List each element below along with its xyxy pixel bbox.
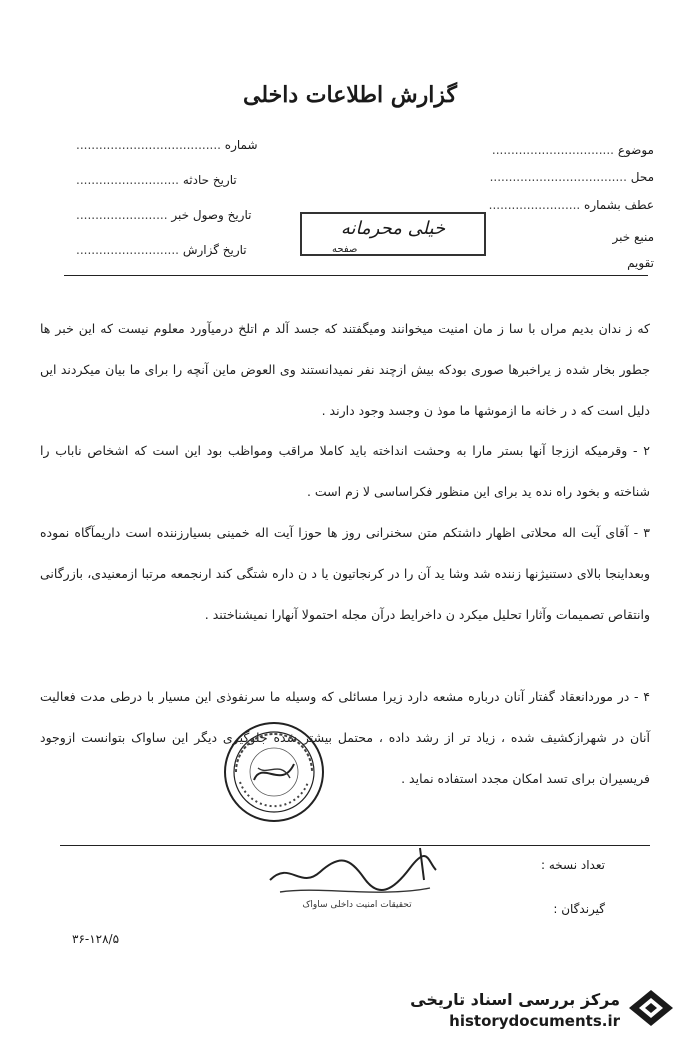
watermark-title: مرکز بررسی اسناد تاریخی — [410, 990, 620, 1009]
field-location-label: محل — [630, 170, 654, 184]
field-source — [612, 230, 654, 244]
field-incident-date — [76, 173, 237, 187]
body-paragraph-1: که ز ندان بدیم مراں با سا ز مان امنیت میخوانند ومیگفتند که جسد آلد م اتلخ درمیآورد معلوم نیست که این خبر ها جطور بخار شده ز یراخبرها صوری بودکه بیش ازچند نفر نمیدانستند وی العوض ماین آنچه را برای ما بیان میکردند ایں دلیل است که د ر خانه ما ازموشها ما موذ ن وجسد وجود دارند . — [40, 321, 650, 418]
copies-label: تعداد نسخه : — [540, 858, 605, 872]
field-report-date-label: تاریخ گزارش — [182, 243, 247, 257]
body-paragraph-2: ۲ - وقرمیکه اززجا آنها بستر مارا به وحشت انداخته باید کاملا مراقب ومواظب بود این است که اشخاص ناباب را شناخته و بخود راه نده ید برای این منظور فکراساسی لا زم است . — [40, 443, 650, 499]
field-subject — [492, 143, 654, 157]
field-number-dots: ...................................... — [76, 138, 221, 152]
field-reference — [489, 198, 654, 212]
field-received-date-dots: ........................ — [76, 208, 168, 222]
watermark-url: historydocuments.ir — [449, 1012, 620, 1030]
recipients-label: گیرندگان : — [553, 902, 605, 916]
field-calendar-label: تقویم — [627, 256, 654, 270]
field-received-date-label: تاریخ وصول خبر — [171, 208, 252, 222]
field-reference-label: عطف بشماره — [584, 198, 654, 212]
field-reference-dots: ........................ — [488, 198, 581, 212]
header-divider — [64, 275, 648, 276]
field-subject-dots: ................................ — [491, 143, 614, 157]
archive-logo-icon — [625, 986, 677, 1030]
field-location-dots: .................................... — [489, 170, 627, 184]
signature-title: تحقیقات امنیت داخلی ساواک — [302, 900, 412, 910]
field-calendar — [627, 256, 654, 270]
body-paragraph-3: ۳ - آقای آیت اله محلاتی اظهار داشتکم متن سخنرانی روز ها حوزا آیت اله خمینی بسیارزننده است داریمآگاه نموده وبعداینجا بالای دستنیژنها زننده شد وشا ید آن را در کرنجاتیون یا د ن داره شتگی کند ارنجمعه مرتبا ازمعنیدی، بازرگانی وانتقاص تصمیمات وآثارا تحلیل میکرد ن داخرایط درآن مجله احتمولا آنهارا نمیشناختند . — [40, 525, 650, 622]
field-report-date-dots: ........................... — [76, 243, 179, 257]
field-incident-date-label: تاریخ حادثه — [182, 173, 237, 187]
field-received-date — [76, 208, 251, 222]
report-title: گزارش اطلاعات داخلی — [243, 82, 457, 108]
field-number — [76, 138, 258, 152]
field-location — [490, 170, 654, 184]
round-seal-icon — [222, 720, 326, 824]
body-paragraph-4: ۴ - در موردانعقاد گفتار آنان درباره مشعه دارد زیرا مسائلی که وسیله ما سرنفوذی این مسیار با درطی مدت فعالیت آنان در شهرازکشیف شده ، زیاد تر از رشد داده ، محتمل بیشتر شده جلوگیری دیگر این ساواک بتوانست ازوجود فریسیران برای تسد امکان مجدد استفاده نماید . — [40, 689, 650, 786]
classification-stamp-sub: صفحه — [332, 244, 358, 255]
classification-stamp-text: خیلی محرمانه — [340, 218, 446, 239]
field-number-label: شماره — [224, 138, 258, 152]
field-report-date — [76, 243, 247, 257]
field-source-label: منبع خبر — [612, 230, 654, 244]
field-incident-date-dots: ........................... — [76, 173, 179, 187]
field-subject-label: موضوع — [617, 143, 654, 157]
document-number: ۳۶-۱۲۸/۵ — [72, 932, 120, 946]
